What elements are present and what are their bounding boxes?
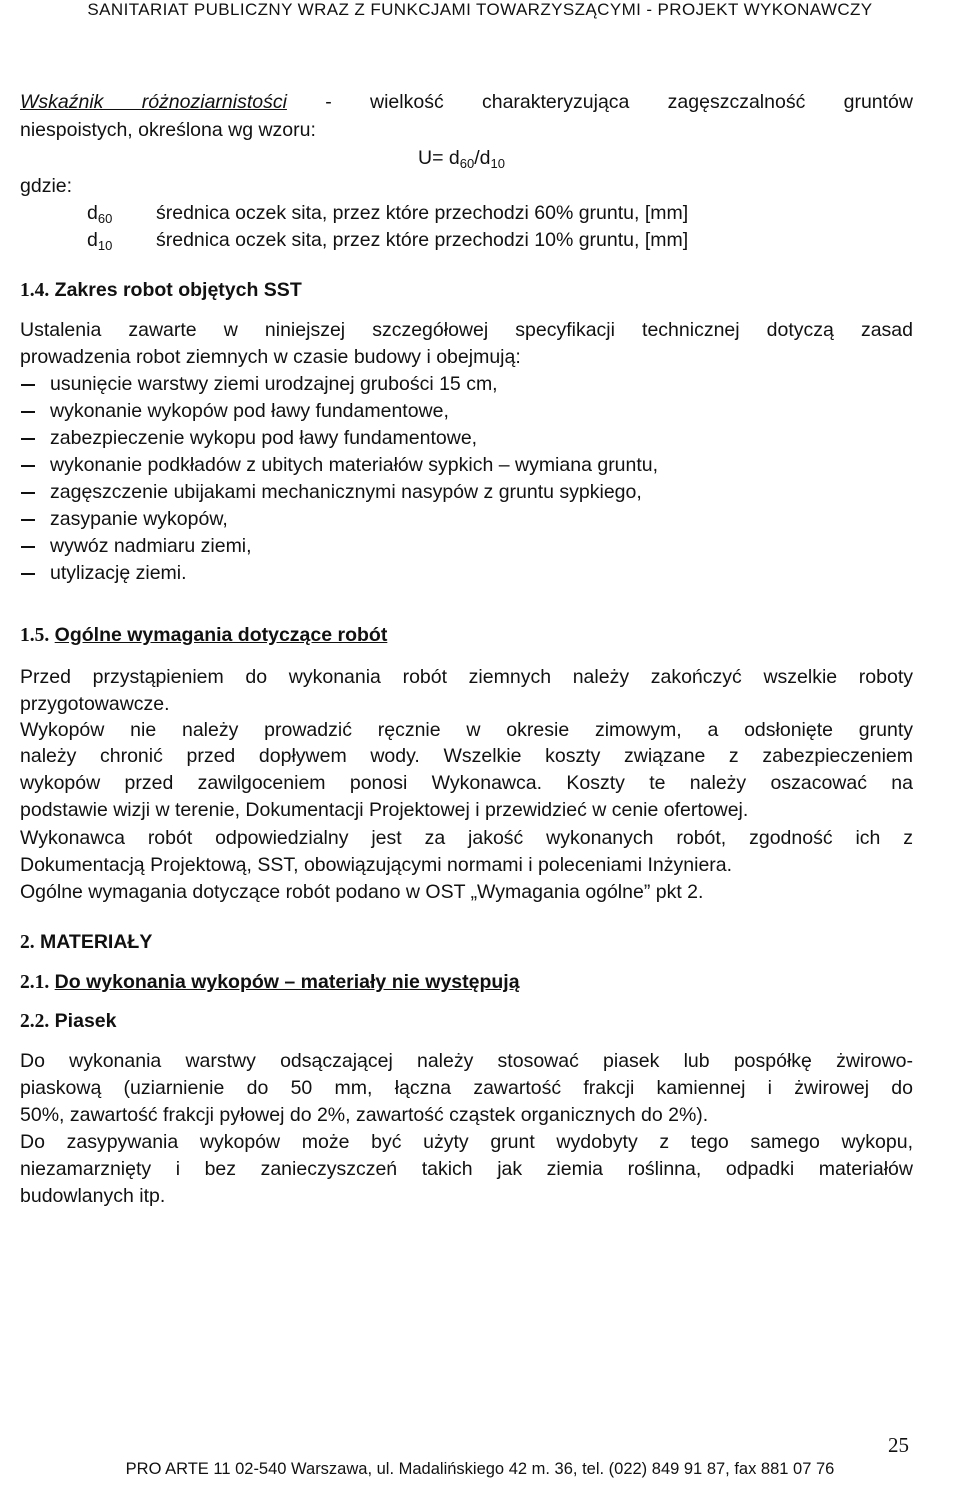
formula-sub-2: 10 xyxy=(490,156,505,171)
section-number: 2. xyxy=(20,932,35,953)
list-dash xyxy=(21,384,35,386)
paragraph-line: 50%, zawartość frakcji pyłowej do 2%, zawartość cząstek organicznych do 2%). xyxy=(20,1104,709,1126)
list-item: utylizację ziemi. xyxy=(50,562,187,584)
section-title: Ogólne wymagania dotyczące robót xyxy=(54,624,388,646)
list-dash xyxy=(21,573,35,575)
paragraph-line: piaskową (uziarnienie do 50 mm, łączna zawartość frakcji kamiennej i żwirowej do xyxy=(20,1077,913,1099)
definition-text: - wielkość charakteryzująca zagęszczalność gruntów xyxy=(286,91,913,113)
paragraph-line: Dokumentacją Projektową, SST, obowiązującymi normami i poleceniami Inżyniera. xyxy=(20,854,733,876)
list-dash xyxy=(21,519,35,521)
paragraph-line: Wykonawca robót odpowiedzialny jest za jakość wykonanych robót, zgodność ich z xyxy=(20,827,913,849)
section-2-2-heading xyxy=(20,1010,116,1033)
paragraph-line: Przed przystąpieniem do wykonania robót ziemnych należy zakończyć wszelkie roboty xyxy=(20,666,913,688)
section-2-1-heading xyxy=(20,971,520,994)
paragraph-line: należy chronić przed dopływem wody. Wszelkie koszty związane z zabezpieczeniem xyxy=(20,745,913,767)
list-item: zasypanie wykopów, xyxy=(50,508,228,530)
variable-description: średnica oczek sita, przez które przechodzi 10% gruntu, [mm] xyxy=(156,229,689,251)
section-1-4-heading xyxy=(20,279,302,302)
section-number: 2.2. xyxy=(20,1011,50,1032)
variable-description: średnica oczek sita, przez które przechodzi 60% gruntu, [mm] xyxy=(156,202,689,224)
list-dash xyxy=(21,465,35,467)
list-dash xyxy=(21,546,35,548)
list-item: zagęszczenie ubijakami mechanicznymi nasypów z gruntu sypkiego, xyxy=(50,481,642,503)
variable-symbol: $d_{60}$ xyxy=(87,202,113,226)
section-1-4-intro-line-1: Ustalenia zawarte w niniejszej szczegółowej specyfikacji technicznej dotyczą zasad xyxy=(20,319,913,341)
list-dash xyxy=(21,492,35,494)
formula xyxy=(418,145,505,171)
definition-line-2: niespoistych, określona wg wzoru: xyxy=(20,119,316,141)
section-1-4-intro-line-2: prowadzenia robot ziemnych w czasie budowy i obejmują: xyxy=(20,346,521,368)
paragraph-line: przygotowawcze. xyxy=(20,693,170,715)
section-title: Piasek xyxy=(54,1010,117,1032)
section-title: Do wykonania wykopów – materiały nie występują xyxy=(54,971,520,993)
section-title: MATERIAŁY xyxy=(40,931,153,953)
list-item: wykonanie wykopów pod ławy fundamentowe, xyxy=(50,400,449,422)
list-item: wykonanie podkładów z ubitych materiałów sypkich – wymiana gruntu, xyxy=(50,454,659,476)
section-number: 1.4. xyxy=(20,280,50,301)
paragraph-line: Do wykonania warstwy odsączającej należy stosować piasek lub pospółkę żwirowo- xyxy=(20,1050,913,1072)
section-title: Zakres robot objętych SST xyxy=(54,279,302,301)
definition-term: Wskaźnik różnoziarnistości xyxy=(20,91,287,113)
paragraph-line: budowlanych itp. xyxy=(20,1185,166,1207)
list-item: wywóz nadmiaru ziemi, xyxy=(50,535,252,557)
formula-mid: /d xyxy=(474,147,491,169)
definition-line-1 xyxy=(20,89,913,115)
section-number: 2.1. xyxy=(20,972,50,993)
paragraph-line: wykopów przed zawilgoceniem ponosi Wykonawca. Koszty te należy oszacować na xyxy=(20,772,913,794)
paragraph-line: Ogólne wymagania dotyczące robót podano w OST „Wymagania ogólne” pkt 2. xyxy=(20,881,704,903)
section-number: 1.5. xyxy=(20,625,50,646)
formula-prefix: U= d xyxy=(418,147,460,169)
paragraph-line: Do zasypywania wykopów może być użyty grunt wydobyty z tego samego wykopu, xyxy=(20,1131,913,1153)
page-header: SANITARIAT PUBLICZNY WRAZ Z FUNKCJAMI TOWARZYSZĄCYMI - PROJEKT WYKONAWCZY xyxy=(87,0,873,19)
list-item: usunięcie warstwy ziemi urodzajnej grubości 15 cm, xyxy=(50,373,498,395)
paragraph-line: Wykopów nie należy prowadzić ręcznie w okresie zimowym, a odsłonięte grunty xyxy=(20,719,913,741)
list-dash xyxy=(21,438,35,440)
section-1-5-heading xyxy=(20,624,387,647)
variable-symbol: $d_{10}$ xyxy=(87,229,113,253)
list-item: zabezpieczenie wykopu pod ławy fundamentowe, xyxy=(50,427,478,449)
formula-sub-1: 60 xyxy=(459,156,475,171)
list-dash xyxy=(21,411,35,413)
where-label: gdzie: xyxy=(20,175,73,197)
section-2-heading xyxy=(20,931,152,954)
paragraph-line: podstawie wizji w terenie, Dokumentacji Projektowej i przewidzieć w cenie ofertowej. xyxy=(20,799,749,821)
page-footer: PRO ARTE 11 02-540 Warszawa, ul. Madalińskiego 42 m. 36, tel. (022) 849 91 87, fax 881 07 76 xyxy=(125,1460,835,1478)
page-number: 25 xyxy=(888,1433,909,1457)
paragraph-line: niezamarznięty i bez zanieczyszczeń takich jak ziemia roślinna, odpadki materiałów xyxy=(20,1158,913,1180)
